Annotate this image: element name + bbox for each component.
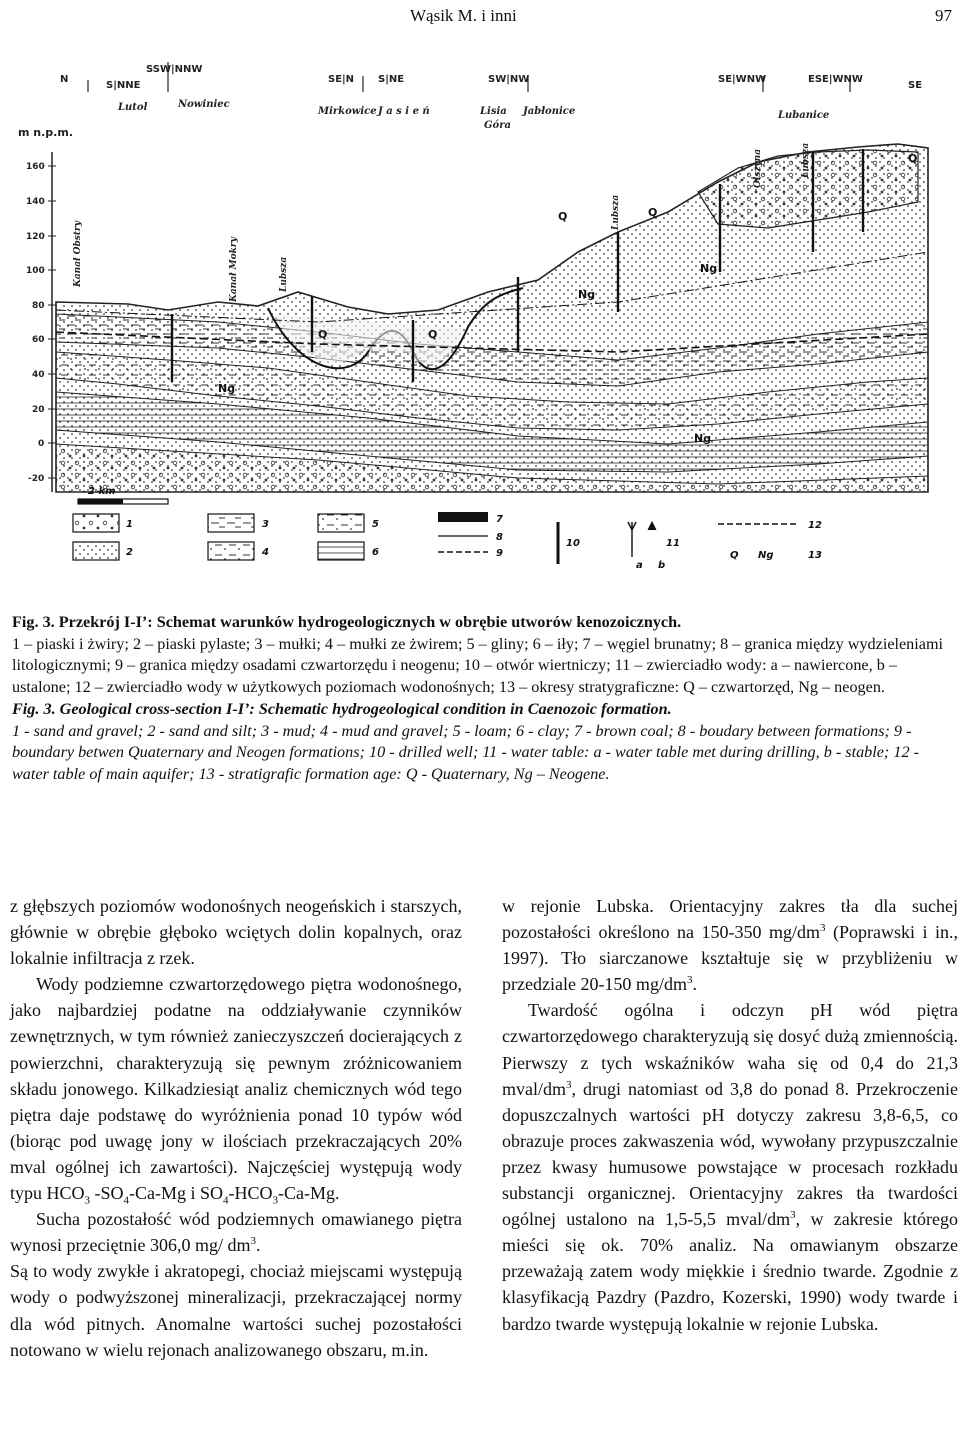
paragraph: Sucha pozostałość wód podziemnych omawianego piętra wynosi przeciętnie 306,0 mg/ $dm^3$. <box>10 1209 462 1256</box>
direction-label: SSW|NNW <box>146 64 203 75</box>
elevation-tick: 100 <box>26 266 45 276</box>
legend <box>73 512 798 564</box>
direction-label: S|NE <box>378 74 405 85</box>
elevation-tick: 160 <box>26 162 45 172</box>
caption-legend-en: 1 - sand and gravel; 2 - sand and silt; 3 - mud; 4 - mud and gravel; 5 - loam; 6 - clay; 7 - brown coal; 8 - boudary between formations; 9 - boundary betwen Quaternary and Neogen formations; 10 - drilled well; 11 - water table: a - water table met during drilling, b - stable; 12 - water table of main aquifer; 13 - stratigrafic formation age: Q - Quaternary, Ng – Neogene. <box>12 721 919 783</box>
place-label: Jabłonice <box>523 106 576 117</box>
direction-label: N <box>60 74 69 85</box>
axis-title: m n.p.m. <box>18 126 73 139</box>
legend-number: 2 <box>126 547 133 558</box>
direction-label: S|NNE <box>106 80 141 91</box>
legend-letter: b <box>658 560 666 571</box>
legend-number: 7 <box>496 514 503 525</box>
stratigraphy-label: Q <box>318 328 328 341</box>
stratigraphy-label: Ng <box>700 262 718 275</box>
legend-number: 5 <box>372 519 379 530</box>
legend-number: 12 <box>808 520 822 531</box>
place-label: J a s i e ń <box>378 106 430 117</box>
elevation-tick: 20 <box>32 405 45 415</box>
cross-section-figure <box>18 52 948 604</box>
river-label: Lubsza <box>279 256 289 292</box>
stratigraphy-label: Q <box>558 210 568 223</box>
scale-label: 2 km <box>88 486 116 497</box>
place-label: Lisia <box>480 106 507 117</box>
elevation-tick: 60 <box>32 335 45 345</box>
legend-letter: a <box>636 560 643 571</box>
legend-letter: Ng <box>758 550 774 561</box>
legend-number: 1 <box>126 519 133 530</box>
river-label: Kanał Obstry <box>73 221 83 287</box>
stratigraphy-label: Q <box>908 152 918 165</box>
figure-caption <box>12 612 950 785</box>
place-label: Lutol <box>118 102 148 113</box>
legend-number: 13 <box>808 550 822 561</box>
river-label: Lubsza <box>611 194 621 230</box>
place-label: Mirkowice <box>318 106 377 117</box>
legend-number: 11 <box>666 538 680 549</box>
elevation-tick: 80 <box>32 301 45 311</box>
elevation-tick: -20 <box>28 474 45 484</box>
stratigraphy-label: Ng <box>578 288 596 301</box>
text-column-right <box>502 893 958 1337</box>
direction-label: ESE|WNW <box>808 74 863 85</box>
legend-number: 10 <box>566 538 580 549</box>
stratigraphy-label: Q <box>428 328 438 341</box>
legend-letter: Q <box>730 550 739 561</box>
legend-number: 6 <box>372 547 379 558</box>
stratigraphy-label: Q <box>648 206 658 219</box>
paragraph: Wody podziemne czwartorzędowego piętra wodonośnego, jako najbardziej podatne na oddziaływanie czynników zewnętrznych, w tym również zanieczyszczeń docierających z powierzchni, charakteryzują się pewnym zróżnicowaniem składu jonowego. Kilkadziesiąt analiz chemicznych wód tego piętra daje podstawę do wyróżnienia ponad 10 typów wód (biorąc pod uwagę jony w ilościach przekraczających 20% mval ogólnej ich zawartości). Najczęściej występują wody typu $HCO_3$ $-SO_4-Ca-Mg$ i $SO_4-HCO_3-Ca-Mg$. <box>10 974 462 1207</box>
text-column-left <box>10 893 462 1363</box>
caption-title-pl: Fig. 3. Przekrój I-I’: Schemat warunków hydrogeologicznych w obrębie utworów kenozoicznych. <box>12 613 682 631</box>
cross-section-drawing <box>18 52 948 604</box>
page-number: 97 <box>935 6 952 25</box>
caption-legend-pl: 1 – piaski i żwiry; 2 – piaski pylaste; 3 – mułki; 4 – mułki ze żwirem; 5 – gliny; 6 – iły; 7 – węgiel brunatny; 8 – granica między wydzieleniami litologicznymi; 9 – granica między osadami czwartorzędu i neogenu; 10 – otwór wiertniczy; 11 – zwierciadło wody: a – nawiercone, b – ustalone; 12 – zwierciadło wody w użytkowych poziomach wodonośnych; 13 – okresy stratygraficzne: Q – czwartorzęd, Ng – neogen. <box>12 634 944 696</box>
stratigraphy-label: Ng <box>694 432 712 445</box>
direction-label: SE|N <box>328 74 355 85</box>
elevation-tick: 40 <box>32 370 45 380</box>
page-header <box>0 4 960 30</box>
caption-title-en: Fig. 3. Geological cross-section I-I’: Schematic hydrogeological condition in Caenozoic formation. <box>12 700 672 718</box>
river-label: Olszyna <box>753 148 763 188</box>
direction-label: SE|WNW <box>718 74 767 85</box>
elevation-tick: 0 <box>38 439 45 449</box>
elevation-tick: 120 <box>26 232 45 242</box>
paragraph: Twardość ogólna i odczyn pH wód piętra czwartorzędowego charakteryzują się dosyć dużą zmiennością. Pierwszy z tych wskaźników waha się od 0,4 do 21,3 mval/$dm^3$, drugi natomiast od 3,8 do ponad 8. Przekroczenie dopuszczalnych wartości pH dotyczy zakresu 3,8-6,5, co obrazuje proces zakwaszenia wód, wywołany przypuszczalnie przez kwasy humusowe powstające w procesach rozkładu substancji organicznej. Orientacyjny zakres tła twardości ogólnej ustalono na 1,5-5,5 mval/$dm^3$, w zakresie którego mieści się ok. 70% analiz. Na omawianym obszarze przeważają zatem wody miękkie i średnio twarde. Zgodnie z klasyfikacją Pazdry (Pazdro, Kozerski, 1990) wody twarde i bardzo twarde występują lokalnie w rejonie Lubska. <box>502 1000 958 1334</box>
place-label: Nowiniec <box>178 99 230 110</box>
direction-label: SE <box>908 80 923 91</box>
paragraph: w rejonie Lubska. Orientacyjny zakres tła dla suchej pozostałości określono na 150-350 $mg/dm^3$ (Poprawski i in., 1997). Tło siarczanowe kształtuje się w przybliżeniu w przedziale 20-150 $mg/dm^3$. <box>502 896 958 995</box>
direction-label: SW|NW <box>488 74 530 85</box>
place-label: Lubanice <box>778 110 830 121</box>
legend-number: 8 <box>496 532 503 543</box>
legend-number: 9 <box>496 548 503 559</box>
paragraph: z głębszych poziomów wodonośnych neogeńskich i starszych, głównie w obrębie głęboko wciętych dolin kopalnych, oraz lokalnie infiltracja z rzek. <box>10 896 462 969</box>
running-head-authors: Wąsik M. i inni <box>410 6 517 25</box>
river-label: Lubsza <box>801 142 811 178</box>
legend-number: 4 <box>262 547 269 558</box>
legend-number: 3 <box>262 519 269 530</box>
paragraph: Są to wody zwykłe i akratopegi, chociaż miejscami występują wody o podwyższonej mineralizacji, przekraczającej normy dla wód pitnych. Anomalne wartości suchej pozostałości notowano w wielu rejonach analizowanego obszaru, m.in. <box>10 1261 462 1360</box>
stratigraphy-label: Ng <box>218 382 236 395</box>
place-label: Góra <box>484 120 511 131</box>
elevation-tick: 140 <box>26 197 45 207</box>
river-label: Kanał Mokry <box>229 237 239 302</box>
